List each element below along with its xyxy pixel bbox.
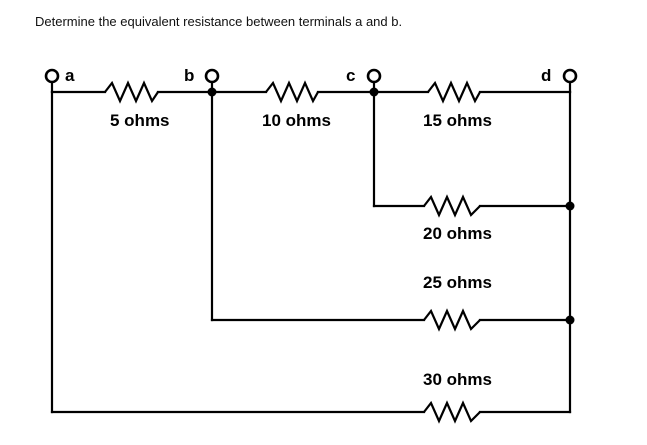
resistor-20-label: 20 ohms xyxy=(423,224,492,243)
junction-c xyxy=(370,88,379,97)
resistor-10-ohm xyxy=(266,83,318,101)
terminal-b-label: b xyxy=(184,66,195,85)
junction-b xyxy=(208,88,217,97)
wires xyxy=(52,82,570,412)
resistor-30-ohm xyxy=(424,403,480,421)
resistor-30-label: 30 ohms xyxy=(423,370,492,389)
resistor-15-ohm xyxy=(428,83,480,101)
junction-d-25 xyxy=(566,316,575,325)
terminal-c xyxy=(368,70,380,82)
resistor-5-label: 5 ohms xyxy=(110,111,170,130)
terminal-a-label: a xyxy=(65,66,75,85)
terminal-b xyxy=(206,70,218,82)
resistor-15-label: 15 ohms xyxy=(423,111,492,130)
terminal-d xyxy=(564,70,576,82)
terminal-c-label: c xyxy=(346,66,356,85)
resistor-10-label: 10 ohms xyxy=(262,111,331,130)
junction-d-20 xyxy=(566,202,575,211)
resistor-25-label: 25 ohms xyxy=(423,273,492,292)
resistor-25-ohm xyxy=(424,311,480,329)
terminal-a xyxy=(46,70,58,82)
resistor-20-ohm xyxy=(424,197,480,215)
resistor-5-ohm xyxy=(105,83,158,101)
terminal-d-label: d xyxy=(541,66,552,85)
question-text: Determine the equivalent resistance between terminals a and b. xyxy=(35,14,403,29)
